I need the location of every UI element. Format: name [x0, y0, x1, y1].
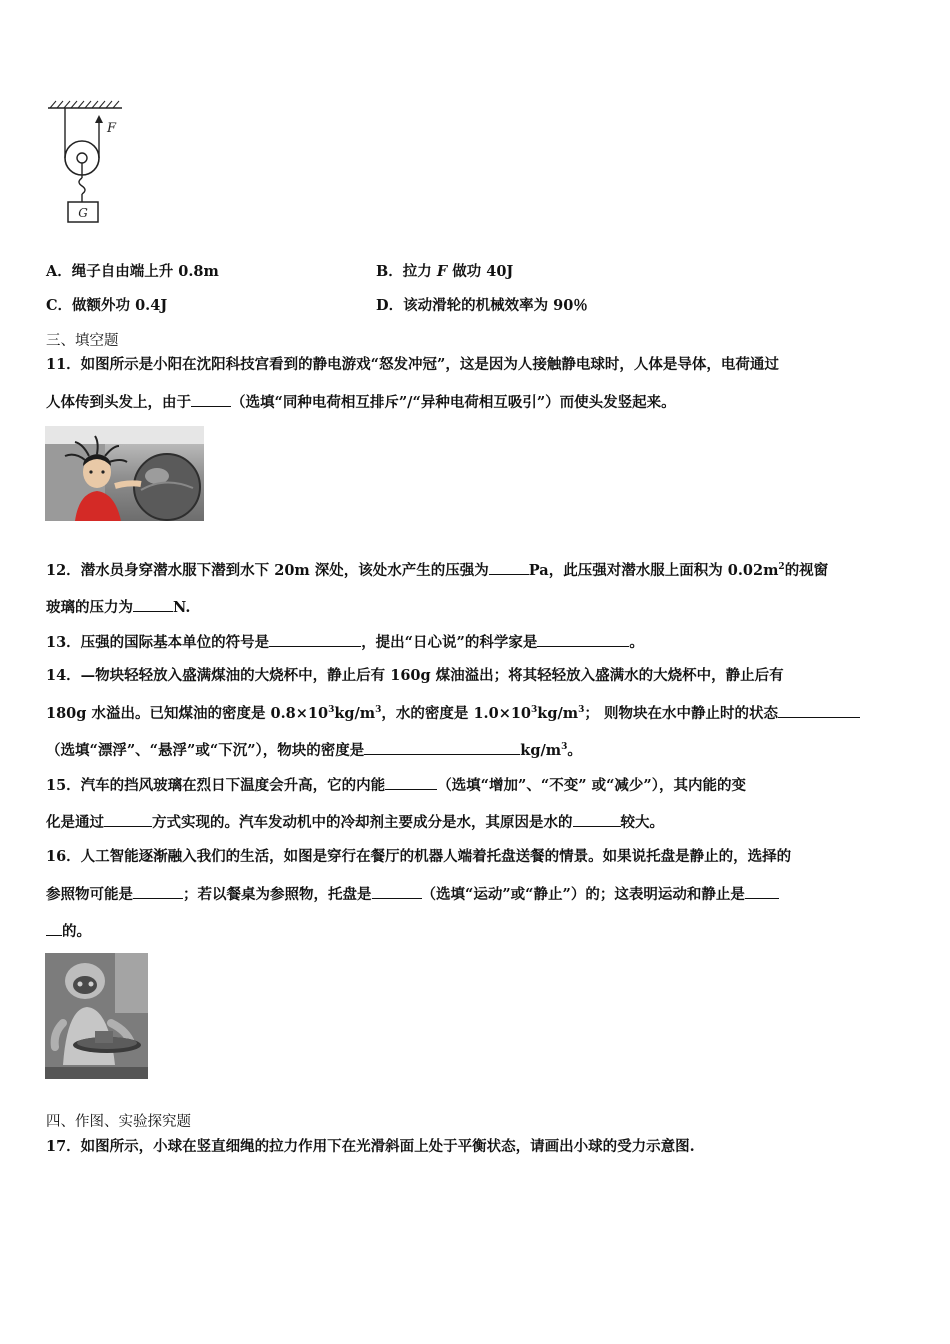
- q16-line-2: 参照物可能是 ；若以餐桌为参照物，托盘是 （选填“运动”或“静止”）的；这表明运动和静止是: [46, 884, 779, 905]
- weight-label: G: [78, 206, 88, 220]
- q13-blank-2[interactable]: [537, 632, 629, 647]
- q14-line-1: 14．—物块轻轻放入盛满煤油的大烧杯中，静止后有 160g 煤油溢出；将其轻轻放入盛满水的大烧杯中，静止后有: [46, 667, 784, 684]
- q16-line-3: 的。: [46, 921, 91, 942]
- q16-blank-1[interactable]: [133, 884, 183, 899]
- q14-blank-1[interactable]: [778, 703, 860, 718]
- option-d: D．该动滑轮的机械效率为 90％: [376, 297, 588, 314]
- static-ball-photo: [45, 426, 204, 521]
- q12-blank-2[interactable]: [133, 597, 173, 612]
- q16-blank-3-cont[interactable]: [46, 921, 62, 936]
- q12-line-2: 玻璃的压力为 N.: [46, 599, 191, 616]
- q13-blank-1[interactable]: [269, 632, 361, 647]
- section-3-title: 三、填空题: [46, 333, 119, 349]
- q14-blank-2[interactable]: [364, 740, 520, 755]
- q15-blank-2[interactable]: [104, 812, 152, 827]
- option-b: [376, 262, 513, 282]
- option-c: C．做额外功 0.4J: [46, 297, 168, 314]
- q14-line-2: 180g 水溢出。已知煤油的密度是 $0.8\times 10^3kg/m^3$，水的密度是 $1.0\times 10^3kg/m^3$； 则物块在水中静止时的状态: [46, 703, 860, 724]
- section-4-title: 四、作图、实验探究题: [46, 1114, 191, 1130]
- option-b-prefix: B．拉力: [376, 263, 432, 280]
- q16-blank-2[interactable]: [372, 884, 422, 899]
- q15-line-1: 15．汽车的挡风玻璃在烈日下温度会升高，它的内能 （选填“增加”、“不变” 或“减少”），其内能的变: [46, 777, 747, 794]
- q14-line-3: （选填“漂浮”、“悬浮”或“下沉”），物块的密度是 $kg/m^3$。: [46, 742, 582, 759]
- pulley-figure: [40, 98, 130, 228]
- q16-blank-3[interactable]: [745, 884, 779, 899]
- q11-line-1: 11．如图所示是小阳在沈阳科技宫看到的静电游戏“怒发冲冠”，这是因为人接触静电球时，人体是导体，电荷通过: [46, 356, 779, 373]
- option-b-var: F: [436, 263, 448, 280]
- option-b-suffix: 做功 40J: [452, 263, 514, 280]
- q15-blank-3[interactable]: [573, 812, 621, 827]
- q17-line: 17．如图所示，小球在竖直细绳的拉力作用下在光滑斜面上处于平衡状态，请画出小球的受力示意图.: [46, 1138, 695, 1155]
- q15-line-2: 化是通过 方式实现的。汽车发动机中的冷却剂主要成分是水，其原因是水的 较大。: [46, 814, 664, 831]
- q12-line-1: 12．潜水员身穿潜水服下潜到水下 20m 深处，该处水产生的压强为 Pa，此压强对潜水服上面积为 $0.02m^2$的视窗: [46, 562, 829, 579]
- q13-line: 13．压强的国际基本单位的符号是 ，提出“日心说”的科学家是 。: [46, 634, 644, 651]
- q16-line-1: 16．人工智能逐渐融入我们的生活，如图是穿行在餐厅的机器人端着托盘送餐的情景。如果说托盘是静止的，选择的: [46, 848, 792, 865]
- robot-waiter-photo: [45, 953, 148, 1079]
- option-a: A．绳子自由端上升 0.8m: [46, 263, 219, 280]
- q15-blank-1[interactable]: [385, 775, 437, 790]
- q12-blank-1[interactable]: [489, 560, 529, 575]
- force-label: F: [107, 121, 117, 136]
- q11-blank[interactable]: [191, 392, 231, 407]
- q11-line-2: 人体传到头发上，由于 （选填“同种电荷相互排斥”/“异种电荷相互吸引”）而使头发竖起来。: [46, 394, 676, 411]
